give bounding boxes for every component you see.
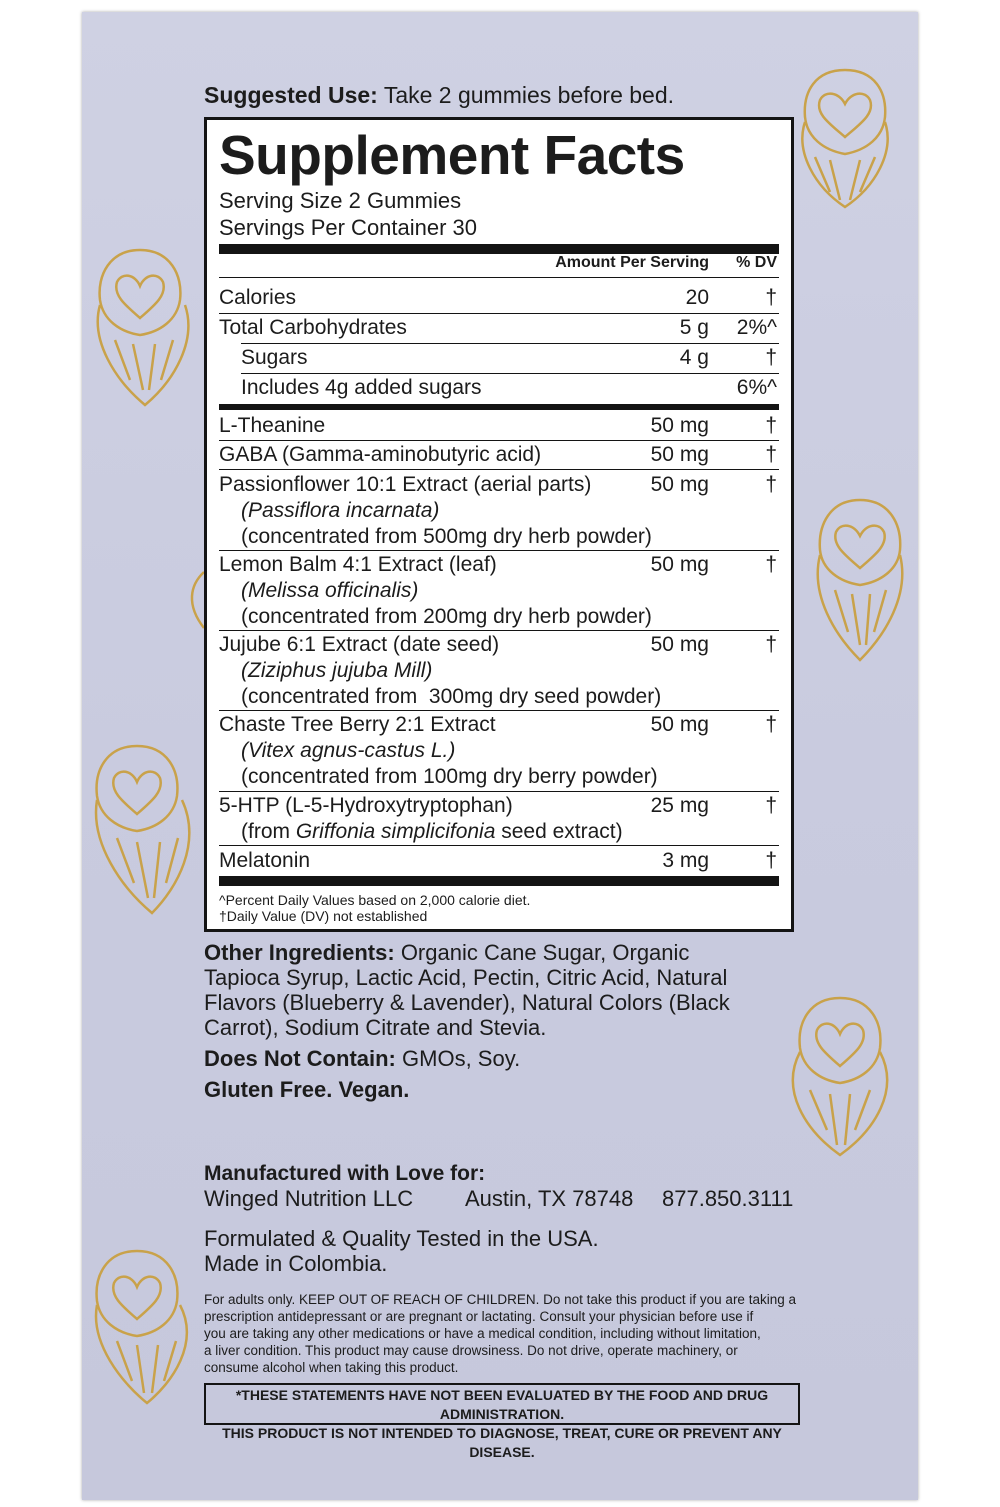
ingredient-latin (241, 658, 432, 684)
divider (219, 710, 779, 711)
footnote-dagger: †Daily Value (DV) not established (219, 908, 428, 924)
origin-made: Made in Colombia. (204, 1251, 388, 1276)
nutrient-dv: † (765, 346, 777, 369)
does-not-contain-text: GMOs, Soy. (402, 1046, 521, 1071)
does-not-contain-label: Does Not Contain: (204, 1046, 396, 1071)
ingredient-name: Chaste Tree Berry 2:1 Extract (219, 713, 496, 736)
divider (219, 630, 779, 631)
ingredient-amount: 50 mg (650, 633, 709, 656)
ingredient-latin (241, 738, 455, 764)
divider (219, 845, 779, 846)
ingredient-note: (concentrated from 300mg dry seed powder) (241, 685, 662, 708)
manufacturer-city: Austin, TX 78748 (465, 1186, 634, 1211)
manufacturer-company: Winged Nutrition LLC (204, 1186, 414, 1211)
latin-name: (Melissa officinalis) (241, 579, 419, 602)
warning-text (204, 1291, 796, 1376)
nutrient-dv: 6%^ (736, 376, 777, 399)
other-ingredients-line: Carrot), Sodium Citrate and Stevia. (204, 1015, 547, 1040)
ingredient-dv: † (765, 849, 777, 872)
divider (241, 373, 779, 374)
suggested-use-text: Take 2 gummies before bed. (383, 82, 675, 108)
owl-icon (765, 990, 915, 1160)
servings-per-container: Servings Per Container 30 (219, 215, 478, 240)
ingredient-dv: † (765, 633, 777, 656)
supplement-facts-panel (204, 117, 794, 932)
warning-line: consume alcohol when taking this product. (204, 1360, 459, 1375)
warning-line: For adults only. KEEP OUT OF REACH OF CHILDREN. Do not take this product if you are taking a (204, 1292, 796, 1307)
nutrient-name: Total Carbohydrates (219, 316, 407, 339)
gluten-vegan: Gluten Free. Vegan. (204, 1077, 410, 1102)
nutrient-name: Calories (219, 286, 297, 309)
warning-line: a liver condition. This product may cause drowsiness. Do not drive, operate machinery, or (204, 1343, 738, 1358)
manufacturer-phone: 877.850.3111 (662, 1186, 794, 1211)
ingredient-note: (concentrated from 200mg dry herb powder) (241, 605, 652, 628)
owl-icon (82, 738, 207, 918)
ingredient-name: Melatonin (219, 849, 311, 872)
divider-thick (219, 404, 779, 410)
ingredient-amount: 50 mg (650, 553, 709, 576)
ingredient-dv: † (765, 443, 777, 466)
fda-statement-box (204, 1383, 800, 1460)
ingredient-name: 5-HTP (L-5-Hydroxytryptophan) (219, 794, 513, 817)
ingredient-name: GABA (Gamma-aminobutyric acid) (219, 443, 542, 466)
latin-name: Griffonia simplicifonia (295, 820, 496, 843)
ingredient-note (241, 819, 623, 845)
ingredient-latin (241, 578, 418, 604)
ingredient-name: Passionflower 10:1 Extract (aerial parts) (219, 473, 592, 496)
divider-thick (219, 244, 779, 254)
divider (219, 469, 779, 470)
serving-size: Serving Size 2 Gummies (219, 188, 462, 213)
owl-icon (800, 490, 920, 665)
ingredient-name: Lemon Balm 4:1 Extract (leaf) (219, 553, 497, 576)
owl-icon (85, 240, 205, 410)
latin-name: (Ziziphus jujuba Mill) (241, 659, 433, 682)
nutrient-name: Includes 4g added sugars (241, 376, 482, 399)
ingredient-amount: 50 mg (650, 414, 709, 437)
divider (219, 277, 779, 278)
suggested-use (204, 82, 674, 109)
ingredient-note: (concentrated from 500mg dry herb powder) (241, 525, 652, 548)
ingredient-dv: † (765, 414, 777, 437)
nutrient-amount: 4 g (679, 346, 709, 369)
nutrient-dv: 2%^ (736, 316, 777, 339)
ingredient-amount: 50 mg (650, 473, 709, 496)
divider (241, 343, 779, 344)
header-dv: % DV (736, 254, 777, 271)
divider-thick (219, 876, 779, 886)
nutrient-amount: 5 g (679, 316, 709, 339)
owl-icon (184, 570, 206, 630)
ingredient-dv: † (765, 473, 777, 496)
footnote-dv: ^Percent Daily Values based on 2,000 calorie diet. (219, 892, 531, 908)
ingredient-name: L-Theanine (219, 414, 326, 437)
latin-name: (Passiflora incarnata) (241, 499, 440, 522)
ingredient-note: (concentrated from 100mg dry berry powder) (241, 765, 658, 788)
owl-icon (775, 62, 915, 212)
supplement-facts-title: Supplement Facts (219, 124, 685, 186)
divider (219, 791, 779, 792)
divider (219, 313, 779, 314)
header-amount: Amount Per Serving (555, 254, 709, 271)
ingredient-amount: 25 mg (650, 794, 709, 817)
other-ingredients (204, 940, 730, 1040)
ingredient-dv: † (765, 553, 777, 576)
ingredient-amount: 3 mg (662, 849, 709, 872)
warning-line: prescription antidepressant or are pregnant or lactating. Consult your physician before use if (204, 1309, 754, 1324)
other-ingredients-line: Organic Cane Sugar, Organic (400, 940, 690, 965)
nutrient-name: Sugars (241, 346, 308, 369)
owl-icon (82, 1243, 207, 1408)
nutrient-amount: 20 (685, 286, 709, 309)
ingredient-dv: † (765, 794, 777, 817)
ingredient-amount: 50 mg (650, 443, 709, 466)
suggested-use-label: Suggested Use: (204, 82, 378, 108)
latin-name: (Vitex agnus-castus L.) (241, 739, 456, 762)
does-not-contain (204, 1046, 520, 1071)
nutrient-dv: † (765, 286, 777, 309)
ingredient-amount: 50 mg (650, 713, 709, 736)
origin-tested: Formulated & Quality Tested in the USA. (204, 1226, 599, 1251)
warning-line: you are taking any other medications or have a medical condition, including without limitation, (204, 1326, 761, 1341)
fda-statement-line: THIS PRODUCT IS NOT INTENDED TO DIAGNOSE, TREAT, CURE OR PREVENT ANY DISEASE. (222, 1425, 782, 1460)
ingredient-dv: † (765, 713, 777, 736)
divider (219, 440, 779, 441)
ingredient-name: Jujube 6:1 Extract (date seed) (219, 633, 500, 656)
other-ingredients-line: Tapioca Syrup, Lactic Acid, Pectin, Citric Acid, Natural (204, 965, 728, 990)
manufacturer-label: Manufactured with Love for: (204, 1162, 486, 1185)
divider (219, 550, 779, 551)
other-ingredients-line: Flavors (Blueberry & Lavender), Natural Colors (Black (204, 990, 730, 1015)
other-ingredients-label: Other Ingredients: (204, 940, 395, 965)
note-prefix: (from (241, 820, 296, 843)
fda-statement-line: *THESE STATEMENTS HAVE NOT BEEN EVALUATED BY THE FOOD AND DRUG ADMINISTRATION. (235, 1387, 769, 1422)
note-suffix: seed extract) (495, 820, 623, 843)
ingredient-latin (241, 498, 439, 524)
